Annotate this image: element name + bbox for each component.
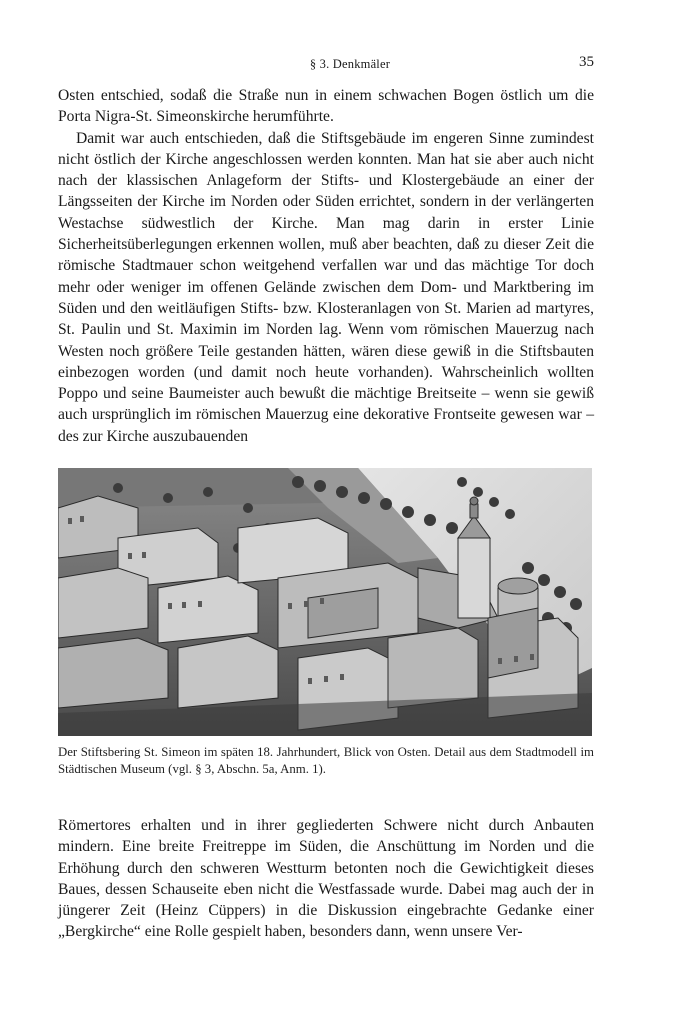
body-text-bottom — [58, 815, 594, 943]
running-head — [0, 54, 700, 72]
city-model-photograph — [58, 468, 592, 736]
body-text-top — [58, 85, 594, 447]
paragraph: Damit war auch entschieden, daß die Stiftsgebäude im engeren Sinne zumindest nicht östlich der Kirche angeschlossen werden konnten. Man hat sie aber auch nicht nach der klassischen Anlageform der Stifts- und Klostergebäude an einer der Längsseiten der Kirche im Norden oder Süden errichtet, sondern in der verlängerten Westachse südwestlich der Kirche. Man mag darin in erster Linie Sicherheitsüberlegungen erkennen wollen, muß aber beachten, daß zu dieser Zeit die römische Stadtmauer schon weitgehend verfallen war und das mächtige Tor doch mehr oder weniger im offenen Gelände zwischen dem Dom- und Marktbering im Süden und den weitläufigen Stifts- bzw. Klosteranlagen von St. Marien ad martyres, St. Paulin und St. Maximin im Norden lag. Wenn vom römischen Mauerzug nach Westen noch größere Teile gestanden hätten, wären diese gewiß in die Stiftsbauten einbezogen worden (und damit noch heute vorhanden). Wahrscheinlich wollten Poppo und seine Baumeister auch bewußt die mächtige Breitseite – wenn sie gewiß auch ursprünglich im römischen Mauerzug eine dekorative Frontseite gewesen war – des zur Kirche auszubauenden — [58, 129, 594, 445]
page-number: 35 — [579, 54, 594, 70]
section-title: § 3. Denkmäler — [309, 57, 391, 71]
paragraph: Römertores erhalten und in ihrer gegliederten Schwere nicht durch Anbauten mindern. Eine breite Freitreppe im Süden, die Anschüttung im Norden und die Erhöhung durch den schweren Westturm betonten noch die Gewichtigkeit dieses Baues, dessen Schauseite eben nicht die Westfassade wurde. Dabei mag auch der in jüngerer Zeit (Heinz Cüppers) in die Diskussion eingebrachte Gedanke einer „Bergkirche“ eine Rolle gespielt haben, besonders dann, wenn unsere Ver- — [58, 817, 594, 941]
paragraph: Osten entschied, sodaß die Straße nun in einem schwachen Bogen östlich um die Porta Nigra-St. Simeonskirche herumführte. — [58, 87, 594, 126]
figure-caption: Der Stiftsbering St. Simeon im späten 18. Jahrhundert, Blick von Osten. Detail aus dem Stadtmodell im Städtischen Museum (vgl. § 3, Abschn. 5a, Anm. 1). — [58, 745, 594, 776]
